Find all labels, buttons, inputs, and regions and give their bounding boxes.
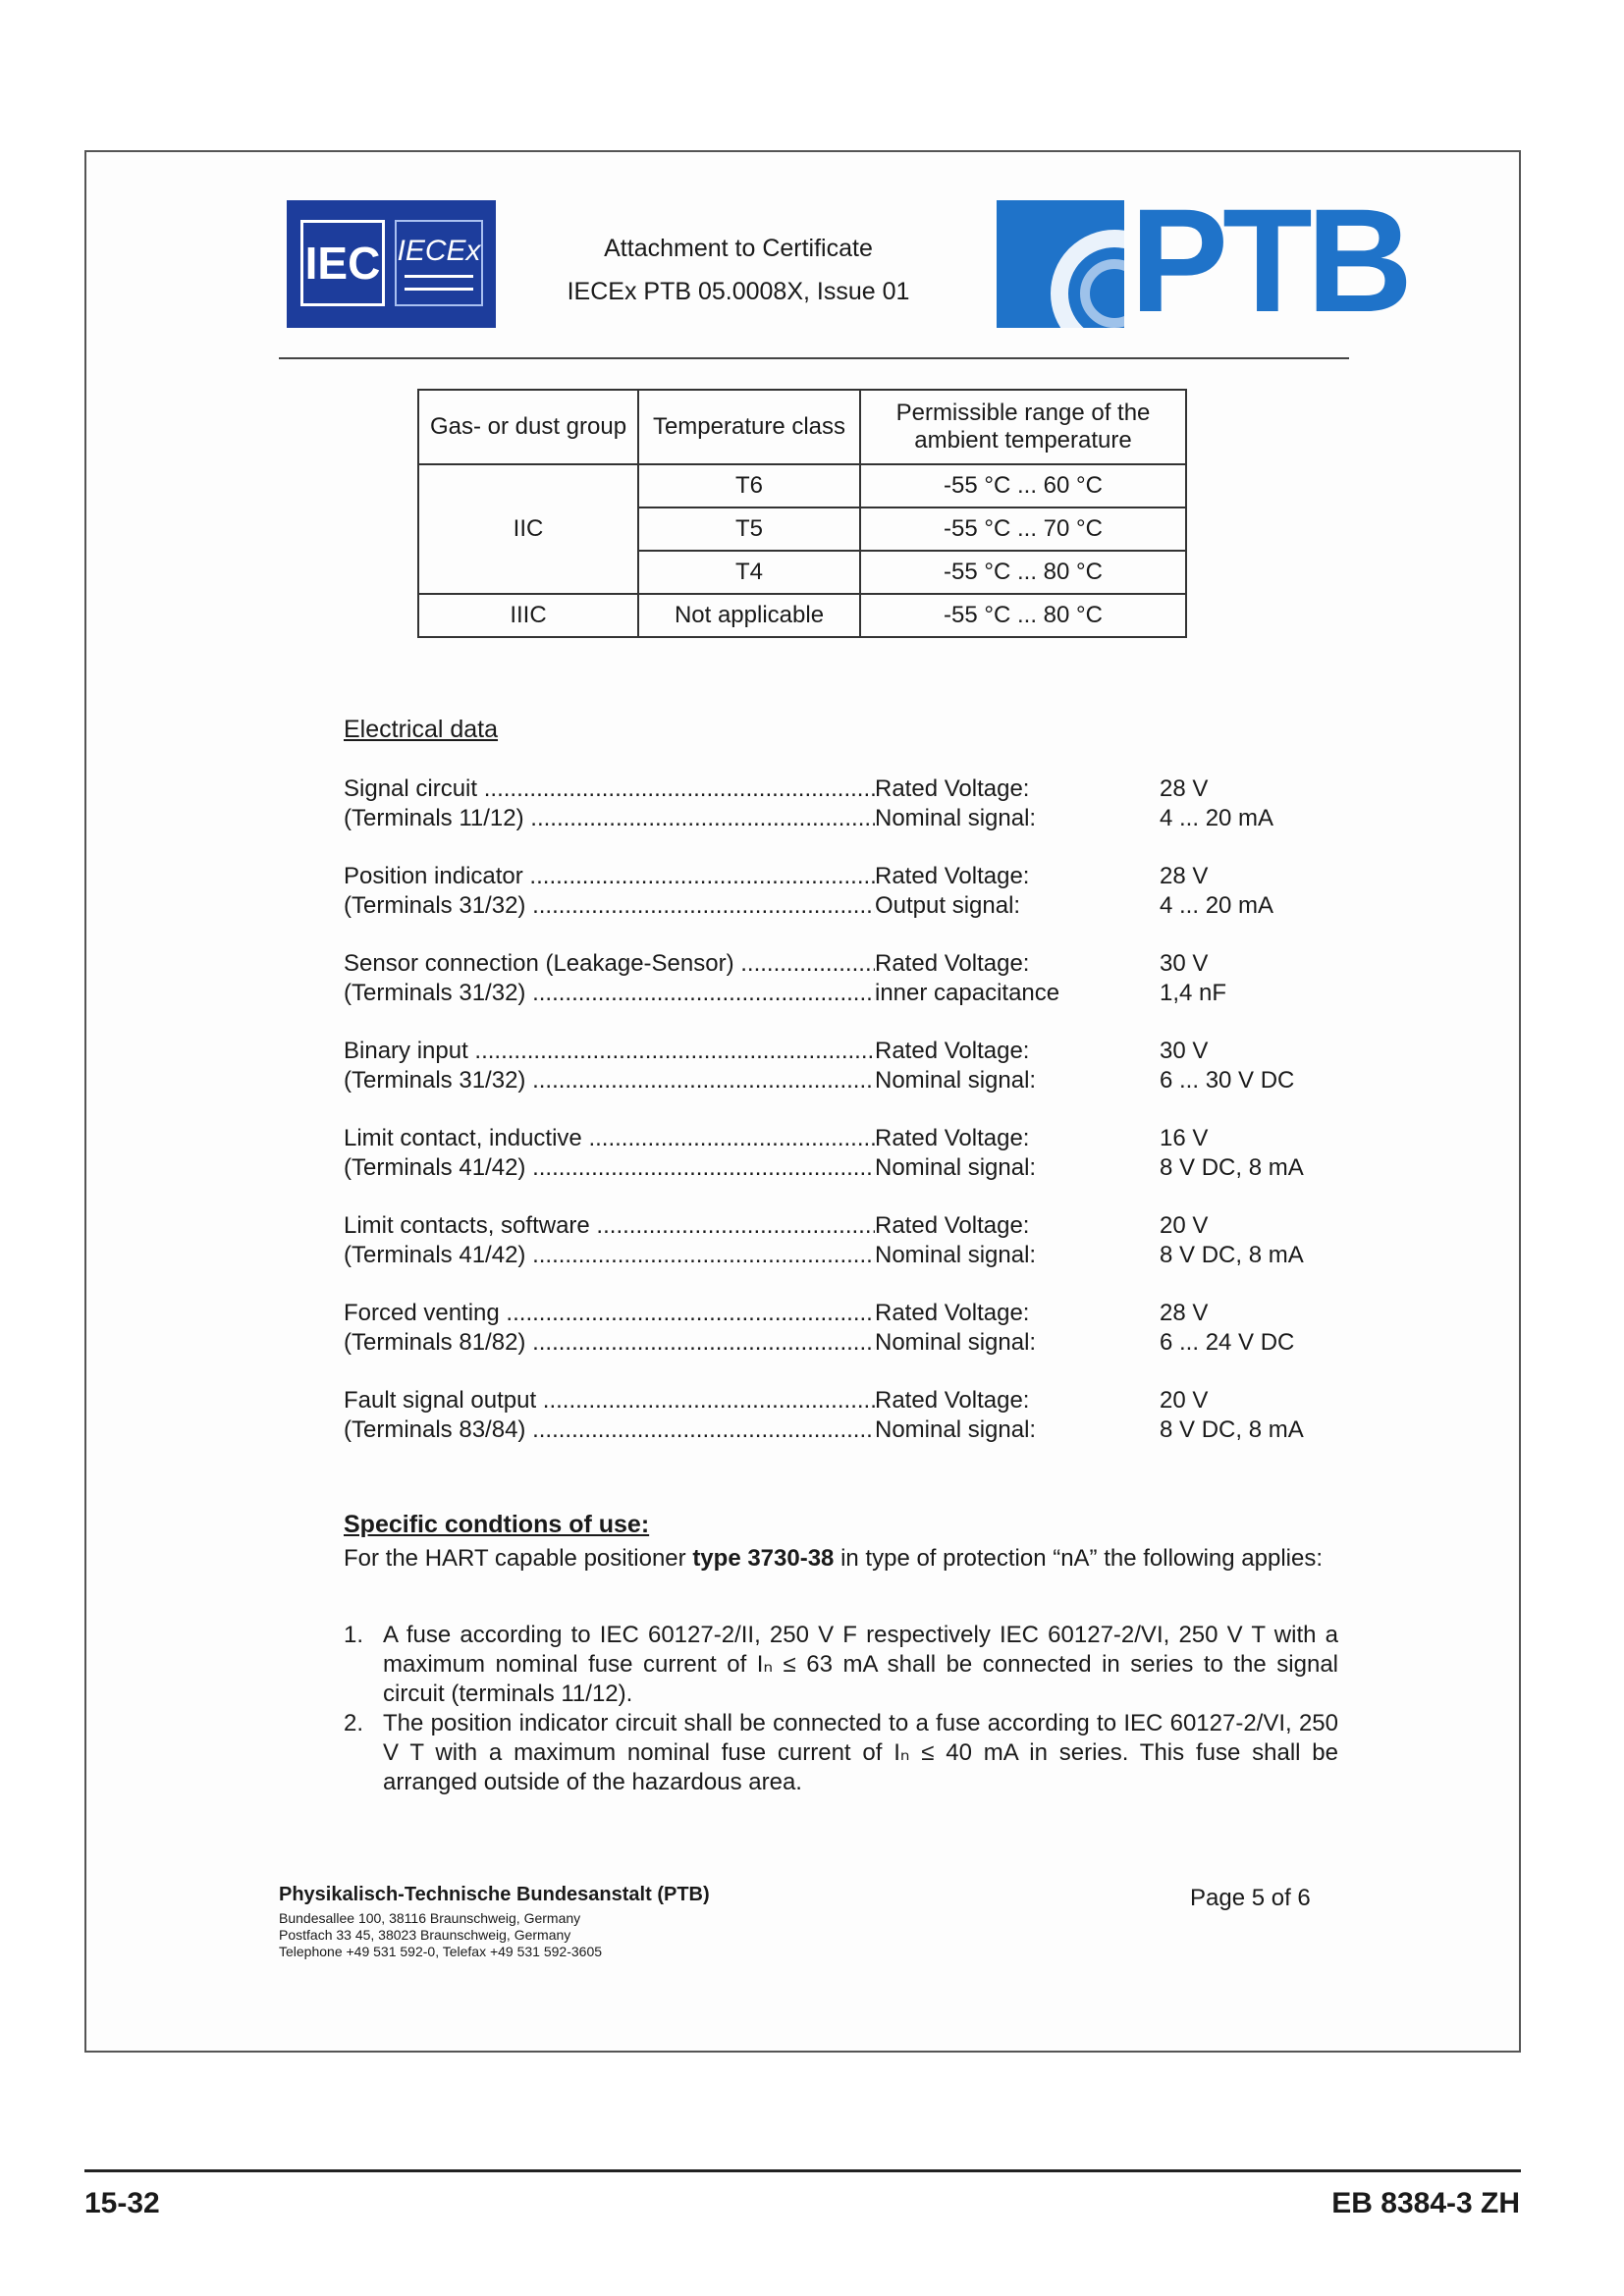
org-address-2: Postfach 33 45, 38023 Braunschweig, Germany — [279, 1927, 571, 1943]
item-param2: Nominal signal: — [875, 1329, 1037, 1356]
col-header-range: Permissible range of the ambient temperature — [860, 390, 1186, 464]
item-name — [344, 774, 875, 804]
iecex-logo-swoosh-icon — [405, 275, 473, 291]
tclass-cell: T4 — [638, 551, 860, 594]
document-code: EB 8384-3 ZH — [1331, 2187, 1520, 2219]
org-name: Physikalisch-Technische Bundesanstalt (PTB) — [279, 1884, 710, 1905]
item-name-text: Forced venting — [344, 1300, 500, 1326]
item-value2: 8 V DC, 8 mA — [1160, 1154, 1304, 1181]
item-name — [344, 1037, 875, 1066]
org-address-1: Bundesallee 100, 38116 Braunschweig, Germany — [279, 1910, 581, 1926]
item-terminals — [344, 1241, 875, 1270]
page-number: 15-32 — [84, 2187, 160, 2219]
item-value2: 8 V DC, 8 mA — [1160, 1242, 1304, 1268]
item-param1: Rated Voltage: — [875, 950, 1030, 977]
electrical-item — [344, 1124, 1424, 1183]
page-footer-divider — [84, 2169, 1521, 2172]
item-name — [344, 1211, 875, 1241]
item-value2: 1,4 nF — [1160, 980, 1227, 1006]
item-param2: Output signal: — [875, 892, 1021, 919]
header-divider — [279, 357, 1349, 359]
header-text — [552, 227, 925, 313]
item-name-text: Limit contact, inductive — [344, 1125, 582, 1151]
table-row — [418, 594, 1186, 637]
electrical-item — [344, 1386, 1424, 1445]
item-terminals-text: (Terminals 83/84) — [344, 1416, 526, 1443]
item-param2: Nominal signal: — [875, 805, 1037, 831]
item-terminals-text: (Terminals 11/12) — [344, 805, 524, 831]
item-terminals-text: (Terminals 41/42) — [344, 1242, 526, 1268]
item-value2: 8 V DC, 8 mA — [1160, 1416, 1304, 1443]
item-name-text: Sensor connection (Leakage-Sensor) — [344, 950, 734, 977]
item-name-text: Limit contacts, software — [344, 1212, 590, 1239]
ptb-logo-mark-icon — [997, 200, 1124, 328]
org-address-3: Telephone +49 531 592-0, Telefax +49 531 592-3605 — [279, 1944, 603, 1959]
iec-logo-text: IEC — [300, 220, 385, 306]
item-value2: 4 ... 20 mA — [1160, 892, 1274, 919]
list-item — [344, 1709, 1338, 1797]
list-item-number: 2. — [344, 1710, 364, 1736]
item-value1: 30 V — [1160, 1038, 1209, 1064]
item-param1: Rated Voltage: — [875, 1125, 1030, 1151]
iec-iecex-logo — [287, 200, 496, 328]
conditions-list — [344, 1621, 1338, 1797]
item-param2: Nominal signal: — [875, 1242, 1037, 1268]
item-terminals-text: (Terminals 31/32) — [344, 980, 526, 1006]
item-value2: 4 ... 20 mA — [1160, 805, 1274, 831]
item-value1: 30 V — [1160, 950, 1209, 977]
item-name-text: Binary input — [344, 1038, 468, 1064]
item-value1: 20 V — [1160, 1212, 1209, 1239]
item-param1: Rated Voltage: — [875, 1038, 1030, 1064]
header-line1: Attachment to Certificate — [604, 235, 873, 262]
certificate-page-number: Page 5 of 6 — [1190, 1885, 1311, 1911]
item-terminals-text: (Terminals 31/32) — [344, 892, 526, 919]
item-param2: Nominal signal: — [875, 1154, 1037, 1181]
col-header-tclass: Temperature class — [638, 390, 860, 464]
item-param2: Nominal signal: — [875, 1416, 1037, 1443]
item-terminals — [344, 1066, 875, 1095]
item-param2: inner capacitance — [875, 980, 1060, 1006]
conditions-intro — [344, 1544, 1338, 1574]
item-terminals — [344, 1328, 875, 1358]
electrical-item — [344, 862, 1424, 921]
item-name-text: Fault signal output — [344, 1387, 537, 1414]
iecex-logo-text — [395, 220, 483, 306]
item-terminals-text: (Terminals 31/32) — [344, 1067, 526, 1094]
range-cell: -55 °C ... 80 °C — [860, 551, 1186, 594]
list-item-text: The position indicator circuit shall be connected to a fuse according to IEC 60127-2/VI, 250 V T with a maximum nominal fuse current of Iₙ ≤ 40 mA in series. This fuse shall be arranged outside of the hazardous area. — [383, 1710, 1338, 1795]
tclass-cell: T5 — [638, 507, 860, 551]
item-terminals — [344, 891, 875, 921]
electrical-item — [344, 1211, 1424, 1270]
item-value1: 16 V — [1160, 1125, 1209, 1151]
item-value1: 28 V — [1160, 775, 1209, 802]
item-param1: Rated Voltage: — [875, 775, 1030, 802]
item-value2: 6 ... 30 V DC — [1160, 1067, 1295, 1094]
electrical-item — [344, 1037, 1424, 1095]
item-param2: Nominal signal: — [875, 1067, 1037, 1094]
range-cell: -55 °C ... 60 °C — [860, 464, 1186, 507]
certificate-page — [84, 150, 1521, 2053]
electrical-data-title: Electrical data — [344, 716, 499, 743]
tclass-cell: Not applicable — [638, 594, 860, 637]
item-param1: Rated Voltage: — [875, 863, 1030, 889]
item-value1: 20 V — [1160, 1387, 1209, 1414]
list-item — [344, 1621, 1338, 1709]
list-item-text: A fuse according to IEC 60127-2/II, 250 V F respectively IEC 60127-2/VI, 250 V T with a maximum nominal fuse current of Iₙ ≤ 63 mA shall be connected in series to the signal circuit (terminals 11/12). — [383, 1622, 1338, 1707]
range-cell: -55 °C ... 70 °C — [860, 507, 1186, 551]
col-header-group: Gas- or dust group — [418, 390, 638, 464]
item-value2: 6 ... 24 V DC — [1160, 1329, 1295, 1356]
item-value1: 28 V — [1160, 863, 1209, 889]
item-param1: Rated Voltage: — [875, 1387, 1030, 1414]
item-name-text: Signal circuit — [344, 775, 478, 802]
electrical-item — [344, 1299, 1424, 1358]
table-row — [418, 464, 1186, 507]
range-cell: -55 °C ... 80 °C — [860, 594, 1186, 637]
ptb-logo — [997, 178, 1407, 343]
temperature-table — [417, 389, 1187, 638]
item-terminals-text: (Terminals 81/82) — [344, 1329, 526, 1356]
group-cell-iic: IIC — [418, 464, 638, 594]
item-terminals — [344, 979, 875, 1008]
intro-type-bold: type 3730-38 — [692, 1545, 835, 1572]
item-terminals-text: (Terminals 41/42) — [344, 1154, 526, 1181]
tclass-cell: T6 — [638, 464, 860, 507]
list-item-number: 1. — [344, 1622, 364, 1648]
item-name — [344, 1386, 875, 1415]
item-terminals — [344, 804, 875, 833]
intro-part-c: in type of protection “nA” the following applies: — [834, 1545, 1324, 1572]
item-name — [344, 862, 875, 891]
table-header-row — [418, 390, 1186, 464]
item-name — [344, 1124, 875, 1153]
item-param1: Rated Voltage: — [875, 1212, 1030, 1239]
item-name-text: Position indicator — [344, 863, 523, 889]
item-terminals — [344, 1153, 875, 1183]
iecex-logo-label: IECEx — [397, 235, 481, 267]
ptb-logo-text: PTB — [1130, 178, 1407, 343]
electrical-item — [344, 774, 1424, 833]
item-value1: 28 V — [1160, 1300, 1209, 1326]
item-name — [344, 949, 875, 979]
item-param1: Rated Voltage: — [875, 1300, 1030, 1326]
electrical-item — [344, 949, 1424, 1008]
item-terminals — [344, 1415, 875, 1445]
header-line2: IECEx PTB 05.0008X, Issue 01 — [567, 278, 910, 305]
item-name — [344, 1299, 875, 1328]
conditions-title: Specific condtions of use: — [344, 1511, 650, 1538]
group-cell-iiic: IIIC — [418, 594, 638, 637]
intro-part-a: For the HART capable positioner — [344, 1545, 693, 1572]
